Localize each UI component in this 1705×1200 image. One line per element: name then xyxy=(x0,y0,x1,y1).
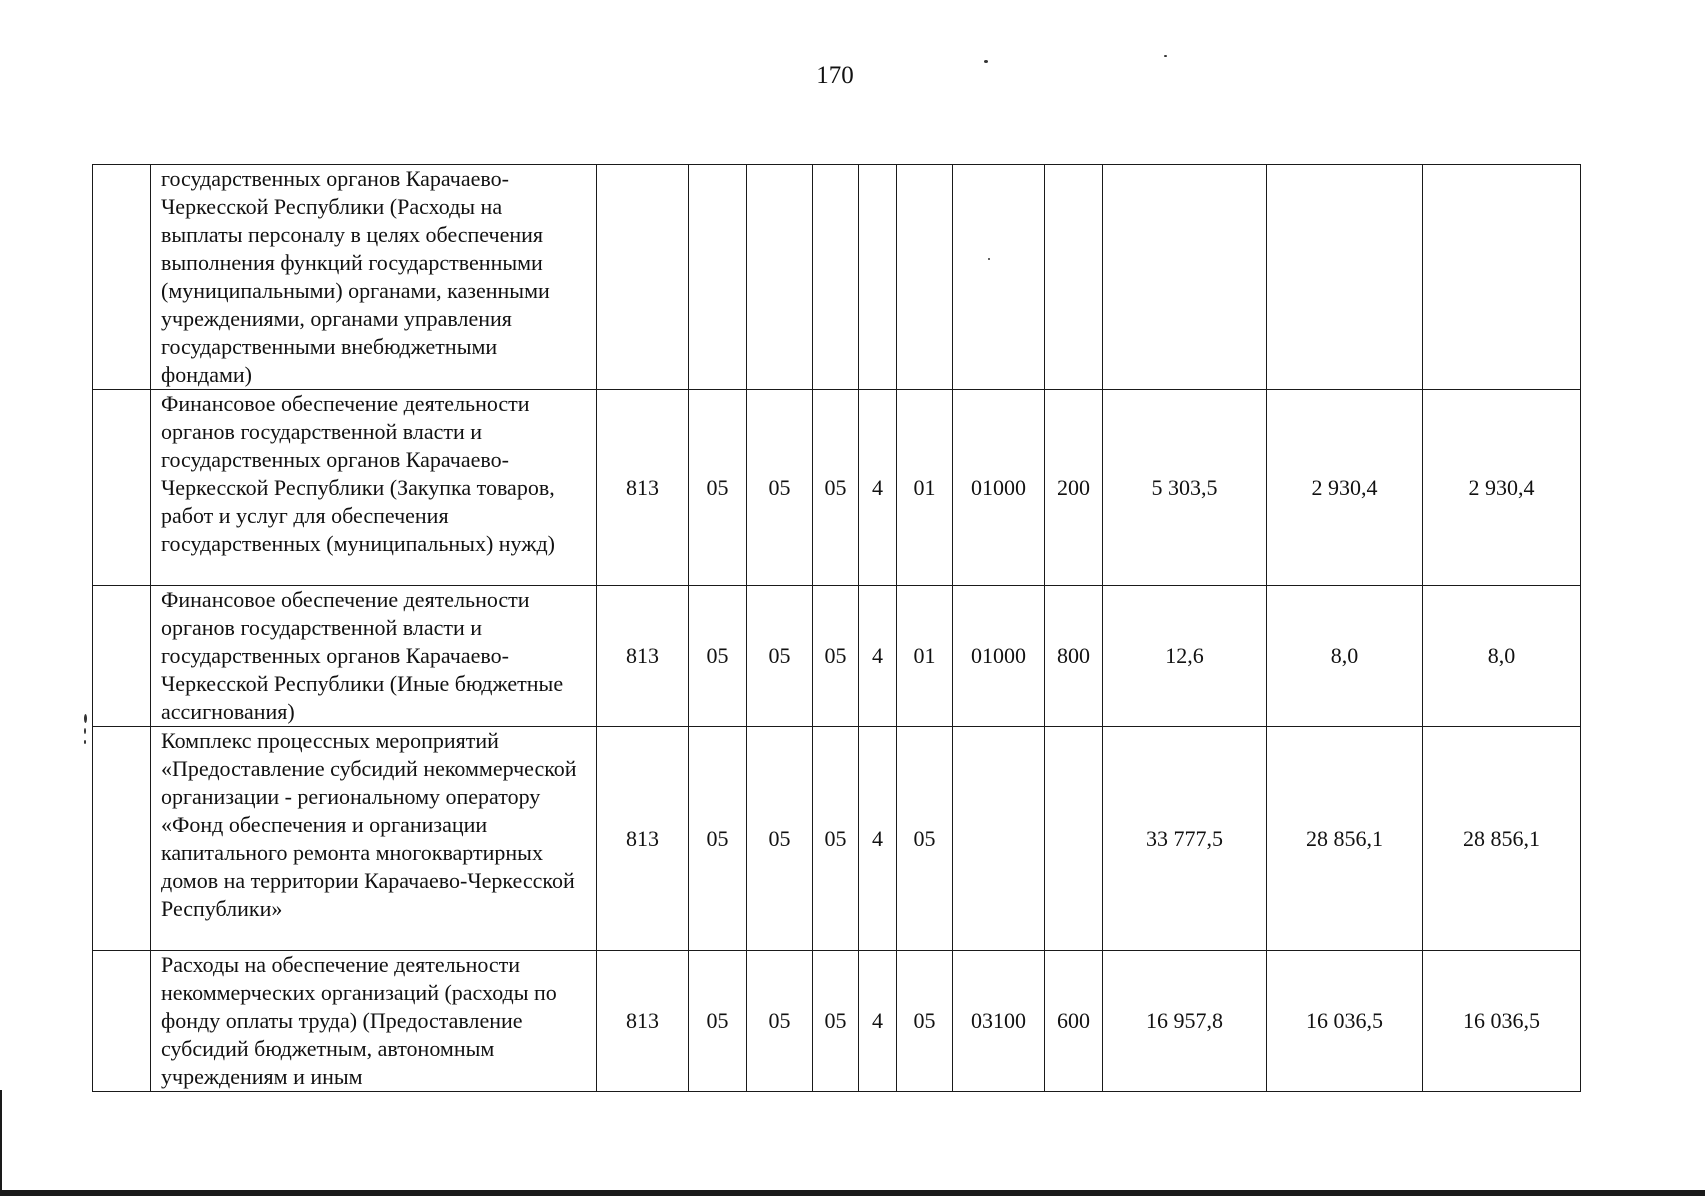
amount-year2-cell: 28 856,1 xyxy=(1267,727,1423,951)
scan-speck xyxy=(984,60,988,63)
direction-code-cell: 01000 xyxy=(953,586,1045,727)
structural-code-cell: 01 xyxy=(897,586,953,727)
expense-type-cell: 600 xyxy=(1045,951,1103,1092)
amount-year2-cell: 16 036,5 xyxy=(1267,951,1423,1092)
description-cell: Финансовое обеспечение деятельности органов государственной власти и государственных органов Карачаево-Черкесской Республики (Иные бюджетные ассигнования) xyxy=(151,586,597,727)
scan-speck xyxy=(84,714,87,723)
page-bottom-line xyxy=(0,1190,1705,1196)
structural-code-cell: 05 xyxy=(897,951,953,1092)
type-code-cell: 4 xyxy=(859,390,897,586)
description-cell: Комплекс процессных мероприятий «Предоставление субсидий некоммерческой организации - региональному оператору «Фонд обеспечения и организации капитального ремонта многоквартирных домов на территории Карачаево-Черкесской Республики» xyxy=(151,727,597,951)
structural-code-cell: 01 xyxy=(897,390,953,586)
table-row xyxy=(93,390,1581,586)
subsection-code-cell: 05 xyxy=(747,951,813,1092)
scan-speck xyxy=(84,740,86,744)
amount-year3-cell: 2 930,4 xyxy=(1423,390,1581,586)
expense-type-cell xyxy=(1045,727,1103,951)
program-code-cell: 05 xyxy=(813,727,859,951)
row-number-cell xyxy=(93,727,151,951)
description-cell: государственных органов Карачаево-Черкесской Республики (Расходы на выплаты персоналу в целях обеспечения выполнения функций государственными (муниципальными) органами, казенными учреждениями, органами управления государственными внебюджетными фондами) xyxy=(151,165,597,390)
description-cell: Расходы на обеспечение деятельности некоммерческих организаций (расходы по фонду оплаты труда) (Предоставление субсидий бюджетным, автономным учреждениям и иным xyxy=(151,951,597,1092)
amount-year3-cell: 16 036,5 xyxy=(1423,951,1581,1092)
program-code-cell: 05 xyxy=(813,586,859,727)
description-cell: Финансовое обеспечение деятельности органов государственной власти и государственных органов Карачаево-Черкесской Республики (Закупка товаров, работ и услуг для обеспечения государственных (муниципальных) нужд) xyxy=(151,390,597,586)
direction-code-cell: 01000 xyxy=(953,390,1045,586)
program-code-cell xyxy=(813,165,859,390)
direction-code-cell xyxy=(953,727,1045,951)
section-code-cell: 05 xyxy=(689,586,747,727)
amount-year1-cell xyxy=(1103,165,1267,390)
amount-year2-cell xyxy=(1267,165,1423,390)
row-number-cell xyxy=(93,165,151,390)
amount-year1-cell: 16 957,8 xyxy=(1103,951,1267,1092)
subsection-code-cell: 05 xyxy=(747,727,813,951)
budget-table xyxy=(92,164,1581,1092)
page-edge-line xyxy=(0,1090,2,1194)
amount-year2-cell: 2 930,4 xyxy=(1267,390,1423,586)
row-number-cell xyxy=(93,390,151,586)
subsection-code-cell xyxy=(747,165,813,390)
table-row xyxy=(93,586,1581,727)
subsection-code-cell: 05 xyxy=(747,390,813,586)
section-code-cell: 05 xyxy=(689,390,747,586)
amount-year1-cell: 5 303,5 xyxy=(1103,390,1267,586)
table-row xyxy=(93,727,1581,951)
amount-year2-cell: 8,0 xyxy=(1267,586,1423,727)
table-row xyxy=(93,165,1581,390)
ministry-code-cell: 813 xyxy=(597,727,689,951)
ministry-code-cell: 813 xyxy=(597,390,689,586)
type-code-cell: 4 xyxy=(859,727,897,951)
section-code-cell: 05 xyxy=(689,727,747,951)
direction-code-cell xyxy=(953,165,1045,390)
table-row xyxy=(93,951,1581,1092)
subsection-code-cell: 05 xyxy=(747,586,813,727)
ministry-code-cell: 813 xyxy=(597,951,689,1092)
amount-year3-cell: 8,0 xyxy=(1423,586,1581,727)
row-number-cell xyxy=(93,951,151,1092)
scan-speck xyxy=(1164,55,1167,57)
section-code-cell: 05 xyxy=(689,951,747,1092)
expense-type-cell xyxy=(1045,165,1103,390)
ministry-code-cell: 813 xyxy=(597,586,689,727)
amount-year1-cell: 12,6 xyxy=(1103,586,1267,727)
expense-type-cell: 800 xyxy=(1045,586,1103,727)
direction-code-cell: 03100 xyxy=(953,951,1045,1092)
scan-speck xyxy=(84,728,86,734)
program-code-cell: 05 xyxy=(813,951,859,1092)
page-number: 170 xyxy=(816,62,854,89)
amount-year3-cell xyxy=(1423,165,1581,390)
structural-code-cell: 05 xyxy=(897,727,953,951)
program-code-cell: 05 xyxy=(813,390,859,586)
ministry-code-cell xyxy=(597,165,689,390)
expense-type-cell: 200 xyxy=(1045,390,1103,586)
type-code-cell: 4 xyxy=(859,951,897,1092)
section-code-cell xyxy=(689,165,747,390)
type-code-cell: 4 xyxy=(859,586,897,727)
row-number-cell xyxy=(93,586,151,727)
structural-code-cell xyxy=(897,165,953,390)
amount-year3-cell: 28 856,1 xyxy=(1423,727,1581,951)
type-code-cell xyxy=(859,165,897,390)
amount-year1-cell: 33 777,5 xyxy=(1103,727,1267,951)
